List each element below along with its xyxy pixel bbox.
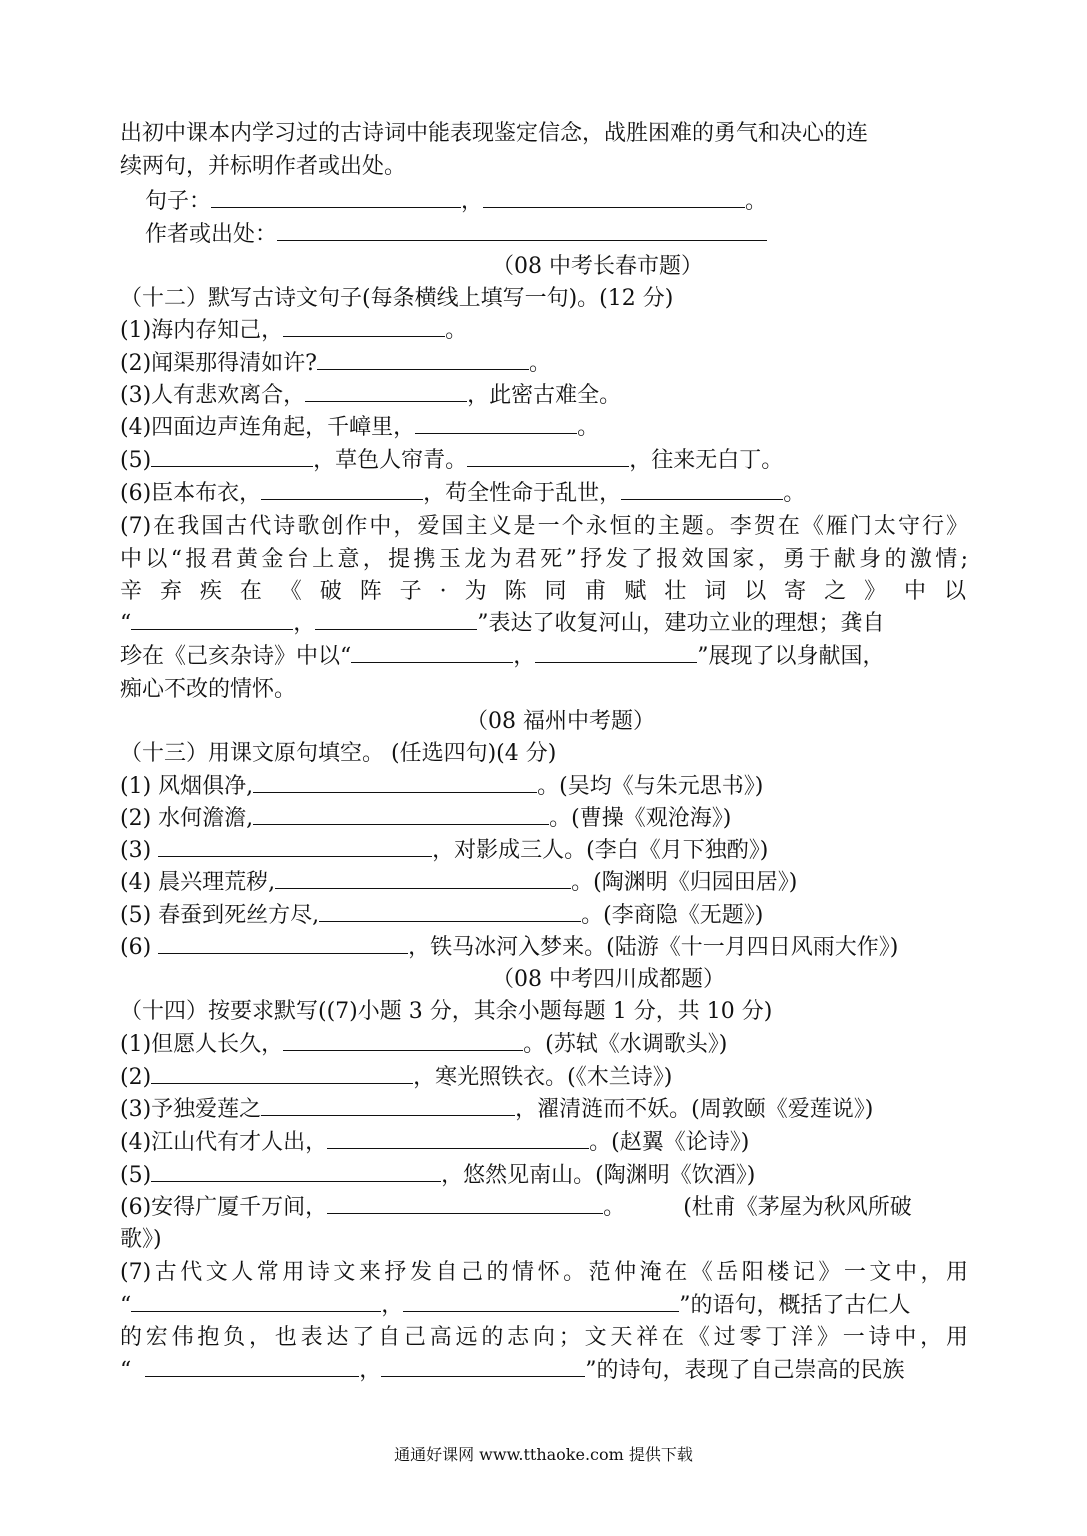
paragraph-line: 辛弃疾在《破阵子·为陈同甫赋壮词以寄之》中以 <box>120 579 968 604</box>
author-label: 作者或出处： <box>145 222 278 247</box>
intro-line-2: 续两句，并标明作者或出处。 <box>120 154 407 179</box>
answer-blank[interactable] <box>403 1291 679 1312</box>
question-row: (4)四面边声连角起，千嶂里， 。 <box>120 415 600 440</box>
question-row: (1)海内存知己， 。 <box>120 318 468 343</box>
paragraph-line: 中以“报君黄金台上意，提携玉龙为君死”抒发了报效国家，勇于献身的激情; <box>120 547 968 572</box>
question-row: (6) ，铁马冰河入梦来。(陆游《十一月四日风雨大作》) <box>120 935 899 960</box>
answer-blank[interactable] <box>158 836 432 857</box>
answer-blank[interactable] <box>327 1193 603 1214</box>
answer-blank[interactable] <box>151 446 313 467</box>
paragraph-line: 痴心不改的情怀。 <box>120 677 297 702</box>
answer-blank[interactable] <box>535 642 697 663</box>
question-row: 珍在《己亥杂诗》中以“ ， ”展现了以身献国， <box>120 644 885 669</box>
answer-blank[interactable] <box>327 1128 589 1149</box>
author-row <box>145 219 767 251</box>
sentence-blank-1[interactable] <box>211 187 461 208</box>
section-heading: （十二）默写古诗文句子(每条横线上填写一句)。(12 分) <box>120 286 674 311</box>
section-heading: （十四）按要求默写((7)小题 3 分，其余小题每题 1 分，共 10 分) <box>120 999 773 1024</box>
question-row: (3) ，对影成三人。(李白《月下独酌》) <box>120 838 769 863</box>
answer-blank[interactable] <box>131 609 293 630</box>
answer-blank[interactable] <box>467 446 629 467</box>
question-row: (6)臣本布衣， ，苟全性命于乱世， 。 <box>120 481 806 506</box>
answer-blank[interactable] <box>317 349 529 370</box>
question-row: (3)予独爱莲之 ，濯清涟而不妖。(周敦颐《爱莲说》) <box>120 1097 874 1122</box>
intro-line-1: 出初中课本内学习过的古诗词中能表现鉴定信念，战胜困难的勇气和决心的连 <box>120 121 869 146</box>
section-heading: （十三）用课文原句填空。 (任选四句)(4 分) <box>120 741 557 766</box>
answer-blank[interactable] <box>415 413 577 434</box>
answer-blank[interactable] <box>261 479 423 500</box>
page-footer: 通通好课网 www.tthaoke.com 提供下载 <box>394 1445 693 1464</box>
answer-blank[interactable] <box>253 772 537 793</box>
question-row: “ ， ”的诗句，表现了自己崇高的民族 <box>120 1358 905 1383</box>
question-row: (3)人有悲欢离合， ，此密古难全。 <box>120 383 622 408</box>
answer-blank[interactable] <box>283 1030 523 1051</box>
answer-blank[interactable] <box>151 1161 441 1182</box>
answer-blank[interactable] <box>261 1095 515 1116</box>
author-blank[interactable] <box>277 220 767 241</box>
question-row: (6)安得广厦千万间， 。 (杜甫《茅屋为秋风所破 <box>120 1195 912 1220</box>
answer-blank[interactable] <box>381 1356 585 1377</box>
question-row: (2)闻渠那得清如许? 。 <box>120 351 551 376</box>
answer-blank[interactable] <box>131 1291 381 1312</box>
answer-blank[interactable] <box>621 479 783 500</box>
sentence-label: 句子： <box>145 189 212 214</box>
question-row: (5) ，悠然见南山。(陶渊明《饮酒》) <box>120 1163 756 1188</box>
answer-blank[interactable] <box>319 901 581 922</box>
question-row: (2) ，寒光照铁衣。(《木兰诗》) <box>120 1065 673 1090</box>
answer-blank[interactable] <box>158 933 408 954</box>
question-row: (4) 晨兴理荒秽, 。(陶渊明《归园田居》) <box>120 870 798 895</box>
paragraph-line: 歌》) <box>120 1227 162 1252</box>
question-row: (4)江山代有才人出， 。(赵翼《论诗》) <box>120 1130 750 1155</box>
question-row: “ ， ”表达了收复河山，建功立业的理想；龚自 <box>120 611 885 636</box>
source-label: （08 福州中考题） <box>466 709 655 734</box>
answer-blank[interactable] <box>145 1356 359 1377</box>
answer-blank[interactable] <box>283 316 445 337</box>
question-row: (1) 风烟俱净, 。(吴均《与朱元思书》) <box>120 774 764 799</box>
question-row: “ ， ”的语句，概括了古仁人 <box>120 1293 911 1318</box>
answer-blank[interactable] <box>253 804 549 825</box>
question-row: (5) ，草色人帘青。 ，往来无白丁。 <box>120 448 784 473</box>
source-label: （08 中考长春市题） <box>492 254 703 279</box>
sentence-blank-2[interactable] <box>483 187 745 208</box>
question-row: (5) 春蚕到死丝方尽, 。(李商隐《无题》) <box>120 903 764 928</box>
question-row: (1)但愿人长久， 。(苏轼《水调歌头》) <box>120 1032 728 1057</box>
answer-blank[interactable] <box>275 868 571 889</box>
sentence-row: 句子： ， 。 <box>145 189 768 214</box>
paragraph-line: (7)在我国古代诗歌创作中，爱国主义是一个永恒的主题。李贺在《雁门太守行》 <box>120 514 968 539</box>
answer-blank[interactable] <box>305 381 467 402</box>
question-row: (2) 水何澹澹, 。(曹操《观沧海》) <box>120 806 732 831</box>
paragraph-line: 的宏伟抱负，也表达了自己高远的志向；文天祥在《过零丁洋》一诗中，用 <box>120 1325 968 1350</box>
answer-blank[interactable] <box>151 1063 413 1084</box>
source-label: （08 中考四川成都题） <box>492 967 725 992</box>
answer-blank[interactable] <box>351 642 513 663</box>
answer-blank[interactable] <box>315 609 477 630</box>
paragraph-line: (7)古代文人常用诗文来抒发自己的情怀。范仲淹在《岳阳楼记》一文中，用 <box>120 1260 968 1285</box>
